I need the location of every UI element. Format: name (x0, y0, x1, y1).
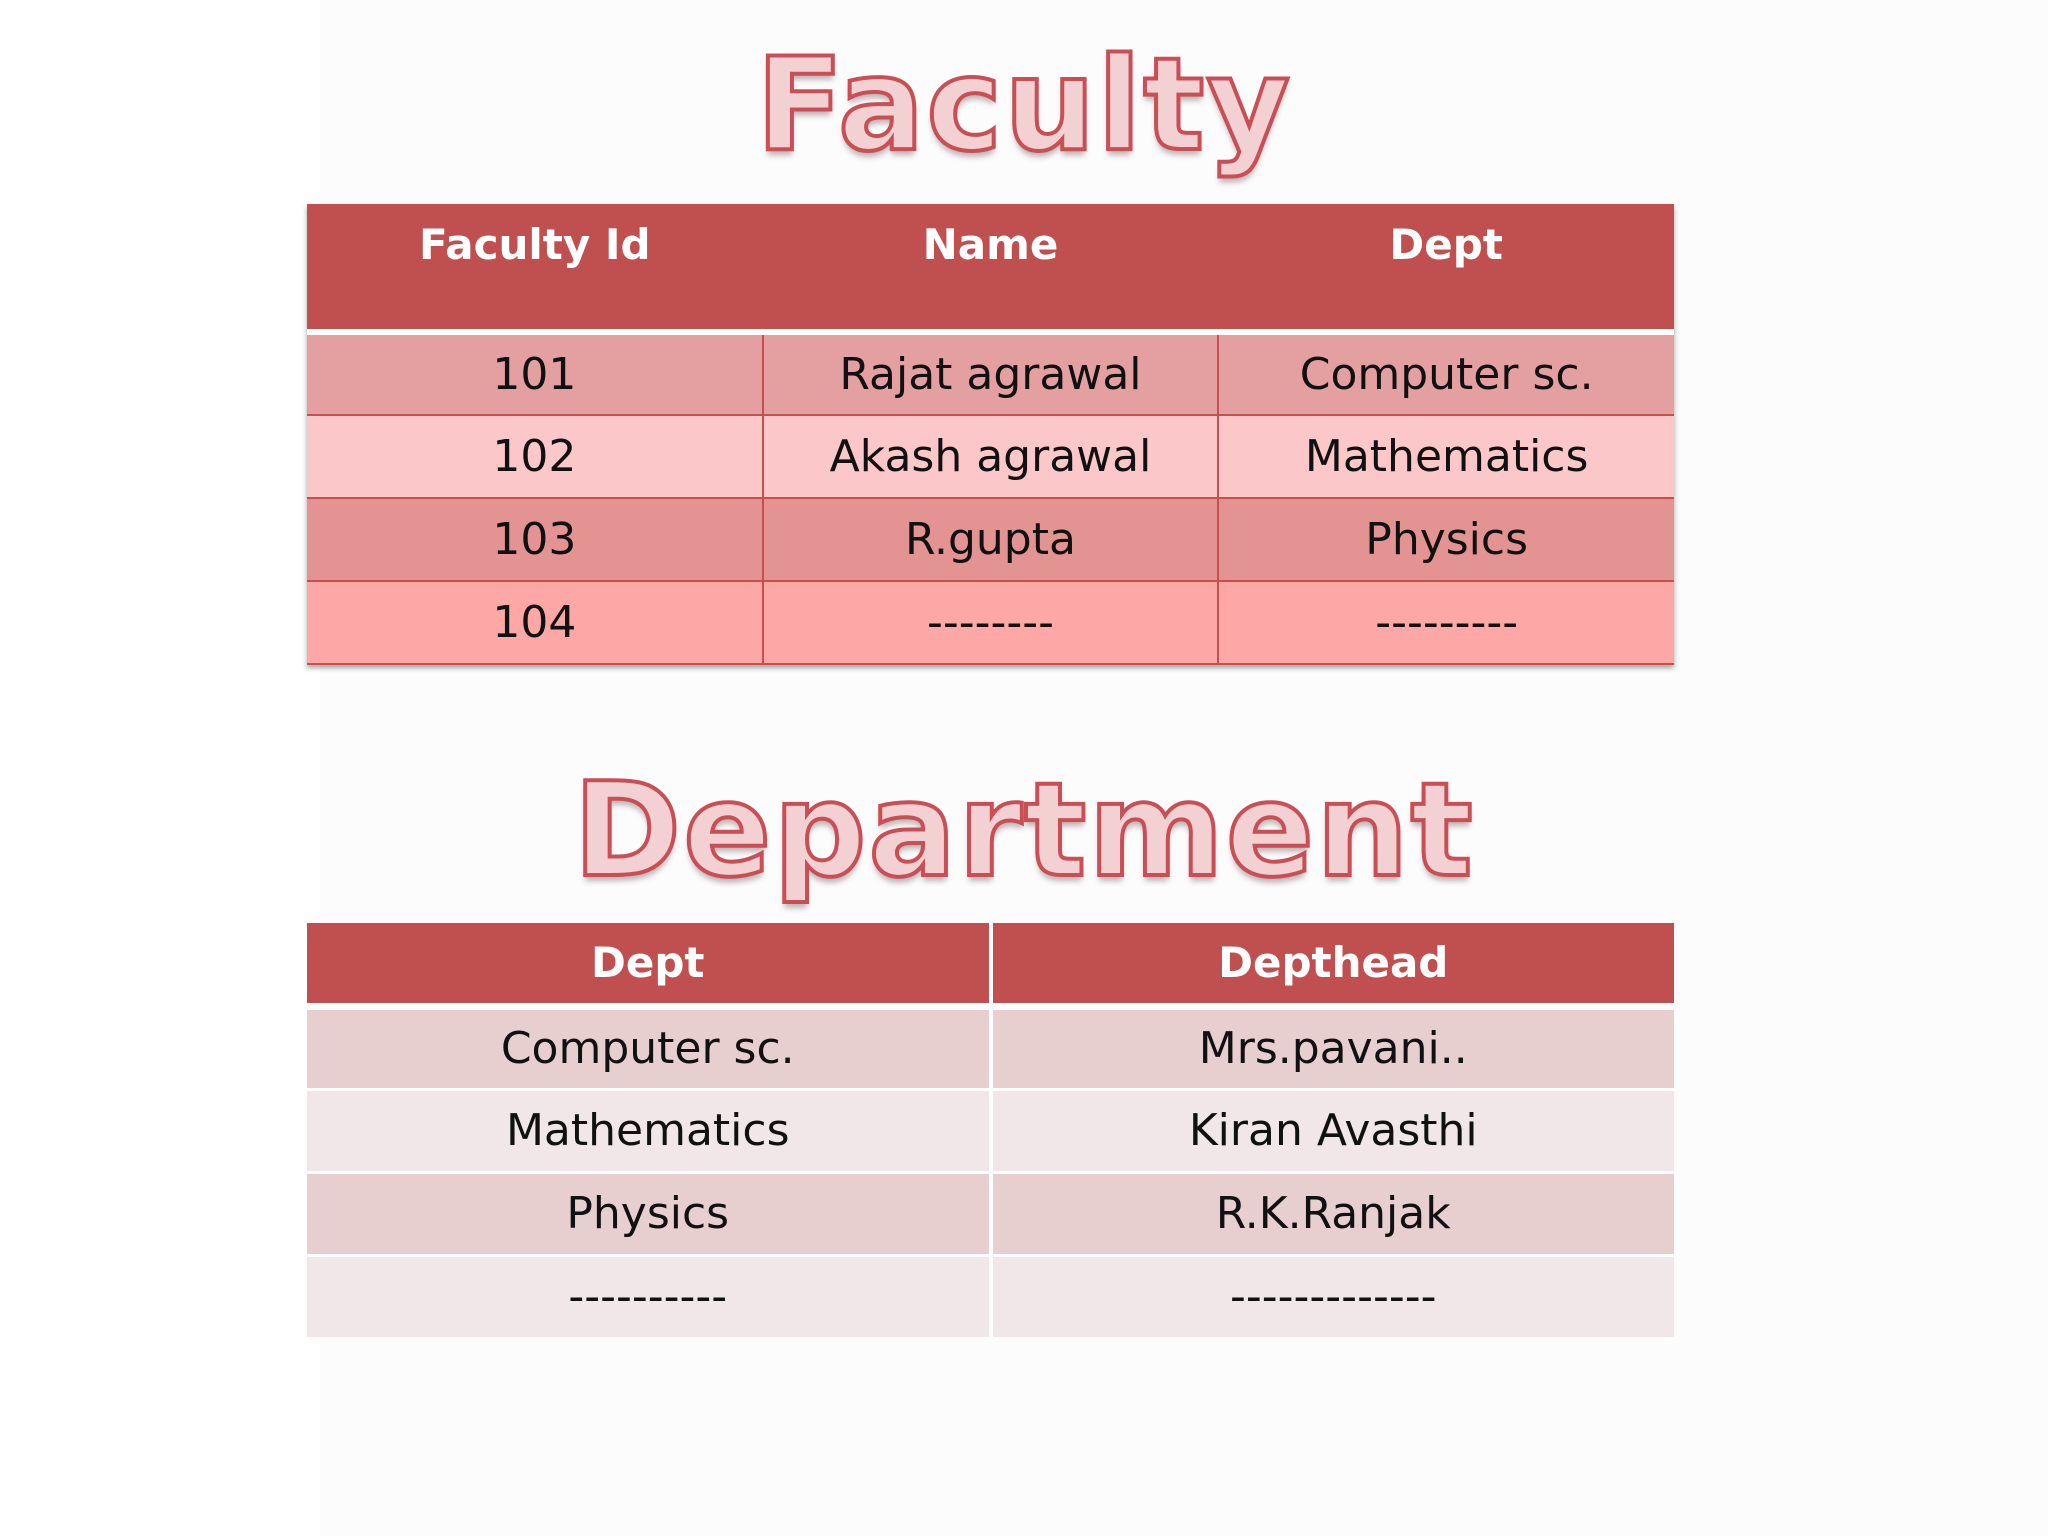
department-header-row (307, 923, 1674, 1006)
department-head-cell: Kiran Avasthi (991, 1089, 1675, 1172)
department-header-dept: Dept (307, 923, 991, 1006)
department-title: Department (573, 754, 1475, 906)
faculty-dept-cell: Computer sc. (1218, 332, 1674, 415)
faculty-row (307, 498, 1674, 581)
faculty-name-cell: -------- (763, 581, 1219, 664)
faculty-header-row (307, 204, 1674, 332)
faculty-name-cell: R.gupta (763, 498, 1219, 581)
faculty-row (307, 581, 1674, 664)
faculty-title: Faculty (756, 31, 1292, 180)
department-dept-cell: Physics (307, 1172, 991, 1255)
faculty-id-cell: 101 (307, 332, 763, 415)
faculty-name-cell: Rajat agrawal (763, 332, 1219, 415)
department-head-cell: ------------- (991, 1255, 1675, 1338)
department-head-cell: R.K.Ranjak (991, 1172, 1675, 1255)
department-row (307, 1006, 1674, 1089)
department-row (307, 1255, 1674, 1338)
faculty-id-cell: 104 (307, 581, 763, 664)
department-header-depthead: Depthead (991, 923, 1675, 1006)
department-row (307, 1172, 1674, 1255)
faculty-row (307, 415, 1674, 498)
faculty-header-dept: Dept (1218, 204, 1674, 332)
faculty-name-cell: Akash agrawal (763, 415, 1219, 498)
faculty-header-id: Faculty Id (307, 204, 763, 332)
department-dept-cell: Computer sc. (307, 1006, 991, 1089)
faculty-dept-cell: Physics (1218, 498, 1674, 581)
faculty-dept-cell: Mathematics (1218, 415, 1674, 498)
department-head-cell: Mrs.pavani.. (991, 1006, 1675, 1089)
faculty-header-name: Name (763, 204, 1219, 332)
faculty-table (307, 204, 1674, 665)
faculty-dept-cell: --------- (1218, 581, 1674, 664)
faculty-id-cell: 103 (307, 498, 763, 581)
department-dept-cell: Mathematics (307, 1089, 991, 1172)
department-table (307, 923, 1674, 1340)
faculty-id-cell: 102 (307, 415, 763, 498)
department-row (307, 1089, 1674, 1172)
department-dept-cell: ---------- (307, 1255, 991, 1338)
faculty-row (307, 332, 1674, 415)
